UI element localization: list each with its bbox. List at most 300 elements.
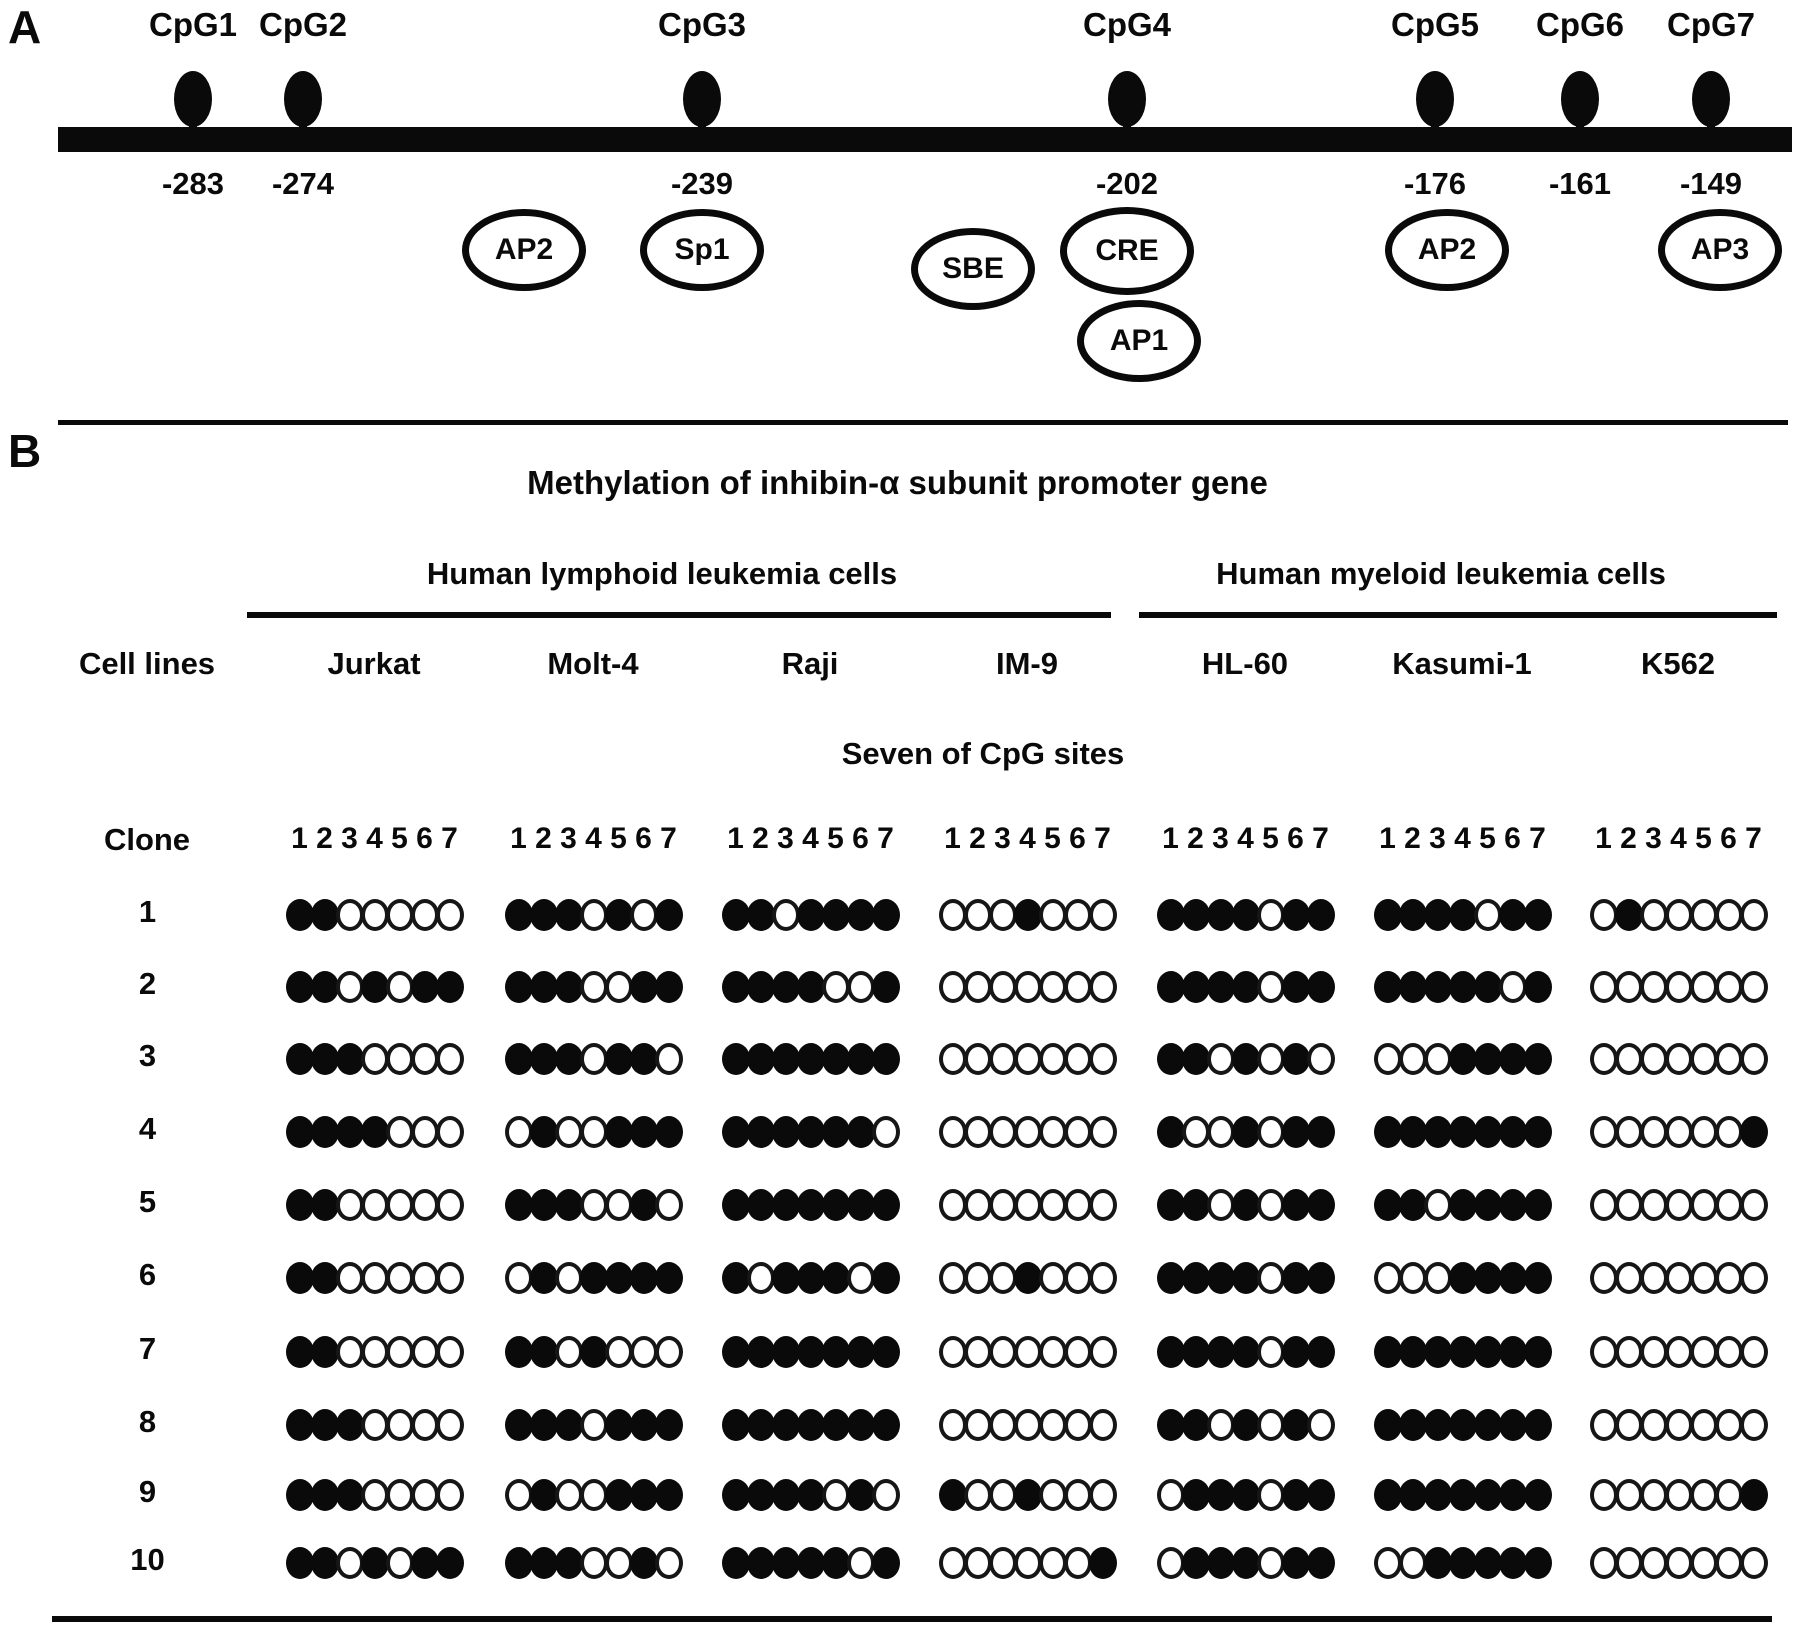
methylated-circle — [1282, 971, 1310, 1003]
methylated-circle — [311, 899, 339, 931]
unmethylated-circle — [822, 971, 850, 1003]
methylation-row-raji-clone3 — [722, 1042, 900, 1076]
methylated-circle — [1449, 1547, 1477, 1579]
methylated-circle — [1449, 1043, 1477, 1075]
methylation-row-raji-clone5 — [722, 1188, 900, 1222]
methylated-circle — [1089, 1547, 1117, 1579]
unmethylated-circle — [1665, 1547, 1693, 1579]
methylated-circle — [1282, 1479, 1310, 1511]
cpg-position-label: -161 — [1548, 166, 1612, 201]
cpg-name-label: CpG6 — [1535, 6, 1624, 43]
unmethylated-circle — [436, 1479, 464, 1511]
site-number: 5 — [1695, 822, 1712, 855]
methylated-circle — [1232, 971, 1260, 1003]
methylated-circle — [1307, 1547, 1335, 1579]
methylated-circle — [872, 1547, 900, 1579]
methylation-row-hl-60-clone7 — [1157, 1335, 1335, 1369]
methylated-circle — [797, 1336, 825, 1368]
methylated-circle — [797, 1479, 825, 1511]
methylated-circle — [580, 1336, 608, 1368]
cell-line-label-molt-4: Molt-4 — [547, 646, 639, 681]
unmethylated-circle — [989, 1336, 1017, 1368]
group-underline-myeloid — [1139, 612, 1777, 618]
methylated-circle — [872, 1409, 900, 1441]
site-number: 7 — [877, 822, 894, 855]
unmethylated-circle — [411, 1336, 439, 1368]
methylated-circle — [1182, 1189, 1210, 1221]
site-number: 2 — [1404, 822, 1421, 855]
methylated-circle — [655, 1409, 683, 1441]
unmethylated-circle — [1257, 1336, 1285, 1368]
unmethylated-circle — [1257, 1116, 1285, 1148]
unmethylated-circle — [361, 1479, 389, 1511]
unmethylated-circle — [1424, 1262, 1452, 1294]
unmethylated-circle — [505, 1262, 533, 1294]
unmethylated-circle — [655, 1547, 683, 1579]
methylated-circle — [555, 899, 583, 931]
methylated-circle — [1524, 1409, 1552, 1441]
clone-number-label: 7 — [138, 1331, 157, 1366]
methylated-circle — [1524, 1336, 1552, 1368]
site-number: 7 — [660, 822, 677, 855]
site-number: 7 — [1745, 822, 1762, 855]
methylated-circle — [747, 1547, 775, 1579]
methylated-circle — [1157, 1189, 1185, 1221]
unmethylated-circle — [436, 1409, 464, 1441]
unmethylated-circle — [1640, 1262, 1668, 1294]
methylated-circle — [1282, 1336, 1310, 1368]
methylated-circle — [1474, 1189, 1502, 1221]
methylated-circle — [1524, 1547, 1552, 1579]
unmethylated-circle — [1715, 1116, 1743, 1148]
methylated-circle — [822, 1262, 850, 1294]
unmethylated-circle — [580, 1043, 608, 1075]
unmethylated-circle — [964, 1409, 992, 1441]
methylation-row-molt-4-clone3 — [505, 1042, 683, 1076]
methylation-row-jurkat-clone1 — [286, 898, 464, 932]
methylated-circle — [361, 1116, 389, 1148]
methylated-circle — [1399, 1189, 1427, 1221]
site-number: 1 — [510, 822, 527, 855]
unmethylated-circle — [847, 971, 875, 1003]
methylated-circle — [1182, 1479, 1210, 1511]
unmethylated-circle — [1590, 971, 1618, 1003]
unmethylated-circle — [386, 899, 414, 931]
site-number: 3 — [1212, 822, 1229, 855]
methylated-circle — [1499, 1336, 1527, 1368]
unmethylated-circle — [1615, 1336, 1643, 1368]
unmethylated-circle — [1665, 1043, 1693, 1075]
unmethylated-circle — [1715, 1479, 1743, 1511]
site-number: 4 — [1237, 822, 1254, 855]
methylated-circle — [772, 1479, 800, 1511]
methylated-circle — [1449, 1336, 1477, 1368]
unmethylated-circle — [822, 1479, 850, 1511]
unmethylated-circle — [386, 971, 414, 1003]
site-number: 7 — [1094, 822, 1111, 855]
unmethylated-circle — [1089, 1043, 1117, 1075]
clone-number-label: 10 — [130, 1542, 165, 1577]
methylated-circle — [1524, 1479, 1552, 1511]
methylated-circle — [630, 1262, 658, 1294]
site-number: 3 — [1645, 822, 1662, 855]
cpg-position-label: -283 — [161, 166, 225, 201]
unmethylated-circle — [1740, 1336, 1768, 1368]
unmethylated-circle — [1089, 971, 1117, 1003]
unmethylated-circle — [1064, 1043, 1092, 1075]
methylation-row-kasumi-1-clone2 — [1374, 970, 1552, 1004]
methylated-circle — [630, 1409, 658, 1441]
methylated-circle — [847, 1189, 875, 1221]
unmethylated-circle — [1715, 899, 1743, 931]
methylation-row-molt-4-clone10 — [505, 1546, 683, 1580]
methylated-circle — [1399, 1336, 1427, 1368]
site-number: 1 — [727, 822, 744, 855]
methylation-row-jurkat-clone4 — [286, 1115, 464, 1149]
unmethylated-circle — [989, 1547, 1017, 1579]
methylated-circle — [311, 1336, 339, 1368]
methylated-circle — [1615, 899, 1643, 931]
methylation-row-kasumi-1-clone9 — [1374, 1478, 1552, 1512]
methylated-circle — [655, 1479, 683, 1511]
methylated-circle — [655, 971, 683, 1003]
unmethylated-circle — [386, 1116, 414, 1148]
site-number: 1 — [1162, 822, 1179, 855]
unmethylated-circle — [411, 1116, 439, 1148]
unmethylated-circle — [1740, 899, 1768, 931]
methylation-row-im-9-clone1 — [939, 898, 1117, 932]
site-number: 5 — [610, 822, 627, 855]
unmethylated-circle — [1690, 899, 1718, 931]
unmethylated-circle — [939, 1189, 967, 1221]
methylated-circle — [939, 1479, 967, 1511]
unmethylated-circle — [630, 899, 658, 931]
methylation-row-jurkat-clone9 — [286, 1478, 464, 1512]
site-number: 4 — [1670, 822, 1687, 855]
site-number: 6 — [416, 822, 433, 855]
methylated-circle — [1499, 1409, 1527, 1441]
unmethylated-circle — [964, 1116, 992, 1148]
site-number: 2 — [1187, 822, 1204, 855]
methylated-circle — [1307, 1336, 1335, 1368]
site-number: 5 — [827, 822, 844, 855]
unmethylated-circle — [436, 1336, 464, 1368]
unmethylated-circle — [1590, 1547, 1618, 1579]
unmethylated-circle — [605, 1189, 633, 1221]
tf-site-ap2: AP2 — [462, 209, 586, 291]
unmethylated-circle — [1039, 1043, 1067, 1075]
unmethylated-circle — [1399, 1043, 1427, 1075]
tf-site-sbe: SBE — [911, 228, 1035, 310]
methylation-row-kasumi-1-clone3 — [1374, 1042, 1552, 1076]
methylation-row-im-9-clone8 — [939, 1408, 1117, 1442]
methylated-circle — [1207, 1479, 1235, 1511]
methylated-circle — [555, 971, 583, 1003]
clone-number-label: 4 — [138, 1111, 157, 1146]
methylated-circle — [1307, 1479, 1335, 1511]
site-number: 6 — [1069, 822, 1086, 855]
methylation-row-molt-4-clone1 — [505, 898, 683, 932]
methylated-circle — [1157, 1336, 1185, 1368]
methylated-circle — [1474, 971, 1502, 1003]
methylated-circle — [1232, 1043, 1260, 1075]
methylated-circle — [797, 899, 825, 931]
methylation-row-raji-clone6 — [722, 1261, 900, 1295]
unmethylated-circle — [1064, 971, 1092, 1003]
unmethylated-circle — [436, 1116, 464, 1148]
cpg-position-label: -176 — [1403, 166, 1467, 201]
methylated-circle — [1307, 899, 1335, 931]
group-underline-lymphoid — [247, 612, 1111, 618]
unmethylated-circle — [436, 1189, 464, 1221]
unmethylated-circle — [1089, 1262, 1117, 1294]
methylated-circle — [436, 971, 464, 1003]
cpg-lollipop-stem — [698, 100, 706, 134]
cpg-name-label: CpG5 — [1390, 6, 1479, 43]
unmethylated-circle — [361, 1409, 389, 1441]
unmethylated-circle — [1039, 1116, 1067, 1148]
methylation-row-raji-clone2 — [722, 970, 900, 1004]
unmethylated-circle — [361, 1189, 389, 1221]
unmethylated-circle — [555, 1336, 583, 1368]
methylated-circle — [311, 1409, 339, 1441]
unmethylated-circle — [1474, 899, 1502, 931]
site-number: 5 — [1044, 822, 1061, 855]
cpg-lollipop-stem — [1431, 100, 1439, 134]
unmethylated-circle — [1257, 1479, 1285, 1511]
unmethylated-circle — [1590, 899, 1618, 931]
methylated-circle — [772, 1043, 800, 1075]
methylated-circle — [286, 1262, 314, 1294]
methylated-circle — [722, 1336, 750, 1368]
unmethylated-circle — [1640, 1116, 1668, 1148]
methylation-row-raji-clone1 — [722, 898, 900, 932]
unmethylated-circle — [1424, 1043, 1452, 1075]
site-number-header-raji — [723, 822, 898, 856]
unmethylated-circle — [989, 1189, 1017, 1221]
methylated-circle — [1282, 1409, 1310, 1441]
methylated-circle — [1524, 899, 1552, 931]
methylation-row-jurkat-clone3 — [286, 1042, 464, 1076]
methylated-circle — [1307, 971, 1335, 1003]
methylated-circle — [436, 1547, 464, 1579]
site-number: 1 — [291, 822, 308, 855]
unmethylated-circle — [1665, 971, 1693, 1003]
methylated-circle — [1374, 899, 1402, 931]
methylated-circle — [411, 1547, 439, 1579]
unmethylated-circle — [1014, 1043, 1042, 1075]
methylation-row-hl-60-clone1 — [1157, 898, 1335, 932]
unmethylated-circle — [989, 1043, 1017, 1075]
unmethylated-circle — [1424, 1189, 1452, 1221]
unmethylated-circle — [1014, 971, 1042, 1003]
unmethylated-circle — [1039, 1479, 1067, 1511]
unmethylated-circle — [1014, 1116, 1042, 1148]
methylated-circle — [722, 899, 750, 931]
unmethylated-circle — [964, 1336, 992, 1368]
site-number: 3 — [777, 822, 794, 855]
unmethylated-circle — [1665, 1189, 1693, 1221]
unmethylated-circle — [386, 1547, 414, 1579]
methylated-circle — [1499, 1479, 1527, 1511]
unmethylated-circle — [989, 1409, 1017, 1441]
methylation-row-k562-clone9 — [1590, 1478, 1768, 1512]
unmethylated-circle — [555, 1116, 583, 1148]
unmethylated-circle — [847, 1262, 875, 1294]
methylated-circle — [1207, 1336, 1235, 1368]
methylated-circle — [580, 1262, 608, 1294]
methylated-circle — [286, 1116, 314, 1148]
site-number: 4 — [585, 822, 602, 855]
unmethylated-circle — [1207, 1409, 1235, 1441]
methylated-circle — [1014, 1479, 1042, 1511]
unmethylated-circle — [361, 899, 389, 931]
unmethylated-circle — [1740, 1043, 1768, 1075]
group-label-myeloid: Human myeloid leukemia cells — [1216, 556, 1666, 591]
methylated-circle — [1282, 1189, 1310, 1221]
methylated-circle — [772, 1409, 800, 1441]
methylated-circle — [722, 1116, 750, 1148]
methylation-row-kasumi-1-clone4 — [1374, 1115, 1552, 1149]
unmethylated-circle — [386, 1336, 414, 1368]
methylated-circle — [286, 1547, 314, 1579]
unmethylated-circle — [1640, 1043, 1668, 1075]
methylated-circle — [722, 1547, 750, 1579]
methylated-circle — [1182, 1262, 1210, 1294]
unmethylated-circle — [1307, 1043, 1335, 1075]
unmethylated-circle — [580, 1116, 608, 1148]
unmethylated-circle — [1640, 1547, 1668, 1579]
unmethylated-circle — [1064, 1409, 1092, 1441]
methylated-circle — [655, 1116, 683, 1148]
methylation-row-hl-60-clone6 — [1157, 1261, 1335, 1295]
unmethylated-circle — [1039, 971, 1067, 1003]
unmethylated-circle — [772, 899, 800, 931]
methylation-row-molt-4-clone2 — [505, 970, 683, 1004]
unmethylated-circle — [1715, 1262, 1743, 1294]
methylated-circle — [1182, 971, 1210, 1003]
unmethylated-circle — [1089, 1189, 1117, 1221]
site-number: 6 — [852, 822, 869, 855]
methylated-circle — [530, 1116, 558, 1148]
methylated-circle — [1282, 1547, 1310, 1579]
methylation-row-raji-clone9 — [722, 1478, 900, 1512]
unmethylated-circle — [1064, 1116, 1092, 1148]
unmethylated-circle — [939, 1043, 967, 1075]
clone-number-label: 8 — [138, 1404, 157, 1439]
site-number: 2 — [1620, 822, 1637, 855]
unmethylated-circle — [386, 1479, 414, 1511]
site-number: 7 — [441, 822, 458, 855]
methylated-circle — [822, 1336, 850, 1368]
methylated-circle — [747, 1336, 775, 1368]
site-number: 3 — [560, 822, 577, 855]
unmethylated-circle — [1207, 1189, 1235, 1221]
site-number: 6 — [1287, 822, 1304, 855]
methylated-circle — [1524, 1043, 1552, 1075]
unmethylated-circle — [1257, 1189, 1285, 1221]
cell-line-label-im-9: IM-9 — [996, 646, 1058, 681]
methylated-circle — [822, 1043, 850, 1075]
clone-number-label: 2 — [138, 966, 157, 1001]
methylated-circle — [1424, 899, 1452, 931]
unmethylated-circle — [1399, 1547, 1427, 1579]
methylated-circle — [311, 1262, 339, 1294]
unmethylated-circle — [386, 1189, 414, 1221]
unmethylated-circle — [605, 1547, 633, 1579]
methylated-circle — [655, 1262, 683, 1294]
methylated-circle — [1157, 1116, 1185, 1148]
methylated-circle — [555, 1409, 583, 1441]
site-number: 4 — [1454, 822, 1471, 855]
methylated-circle — [722, 1262, 750, 1294]
unmethylated-circle — [1590, 1409, 1618, 1441]
unmethylated-circle — [989, 1479, 1017, 1511]
figure-title: Methylation of inhibin-α subunit promoter gene — [527, 464, 1268, 501]
unmethylated-circle — [1590, 1479, 1618, 1511]
methylated-circle — [1182, 1409, 1210, 1441]
methylated-circle — [505, 899, 533, 931]
unmethylated-circle — [964, 1189, 992, 1221]
clone-number-label: 5 — [138, 1184, 157, 1219]
panel-divider-line — [58, 420, 1788, 425]
methylation-row-hl-60-clone5 — [1157, 1188, 1335, 1222]
methylated-circle — [1399, 1116, 1427, 1148]
site-number-header-im-9 — [940, 822, 1115, 856]
unmethylated-circle — [336, 1336, 364, 1368]
unmethylated-circle — [1615, 971, 1643, 1003]
methylated-circle — [1157, 1262, 1185, 1294]
methylated-circle — [1399, 899, 1427, 931]
methylated-circle — [1424, 971, 1452, 1003]
unmethylated-circle — [964, 1262, 992, 1294]
unmethylated-circle — [1615, 1479, 1643, 1511]
methylated-circle — [1424, 1547, 1452, 1579]
methylation-row-hl-60-clone4 — [1157, 1115, 1335, 1149]
unmethylated-circle — [872, 1116, 900, 1148]
cpg-name-label: CpG3 — [657, 6, 746, 43]
cpg-name-label: CpG1 — [148, 6, 237, 43]
methylation-row-jurkat-clone7 — [286, 1335, 464, 1369]
site-number-header-k562 — [1591, 822, 1766, 856]
methylation-row-k562-clone1 — [1590, 898, 1768, 932]
methylated-circle — [797, 1189, 825, 1221]
methylated-circle — [772, 1116, 800, 1148]
unmethylated-circle — [1064, 1189, 1092, 1221]
methylated-circle — [286, 1336, 314, 1368]
cpg-name-label: CpG2 — [258, 6, 347, 43]
methylated-circle — [1399, 1479, 1427, 1511]
methylation-row-jurkat-clone6 — [286, 1261, 464, 1295]
clone-number-label: 6 — [138, 1257, 157, 1292]
methylation-row-im-9-clone7 — [939, 1335, 1117, 1369]
methylation-row-kasumi-1-clone5 — [1374, 1188, 1552, 1222]
methylated-circle — [1014, 1262, 1042, 1294]
methylated-circle — [1474, 1262, 1502, 1294]
unmethylated-circle — [1715, 1336, 1743, 1368]
methylated-circle — [1449, 1116, 1477, 1148]
unmethylated-circle — [411, 1189, 439, 1221]
methylation-row-jurkat-clone8 — [286, 1408, 464, 1442]
methylated-circle — [1474, 1336, 1502, 1368]
methylated-circle — [555, 1189, 583, 1221]
unmethylated-circle — [1690, 1262, 1718, 1294]
methylated-circle — [722, 1479, 750, 1511]
methylation-row-k562-clone3 — [1590, 1042, 1768, 1076]
methylated-circle — [1474, 1116, 1502, 1148]
methylated-circle — [1232, 899, 1260, 931]
unmethylated-circle — [336, 899, 364, 931]
